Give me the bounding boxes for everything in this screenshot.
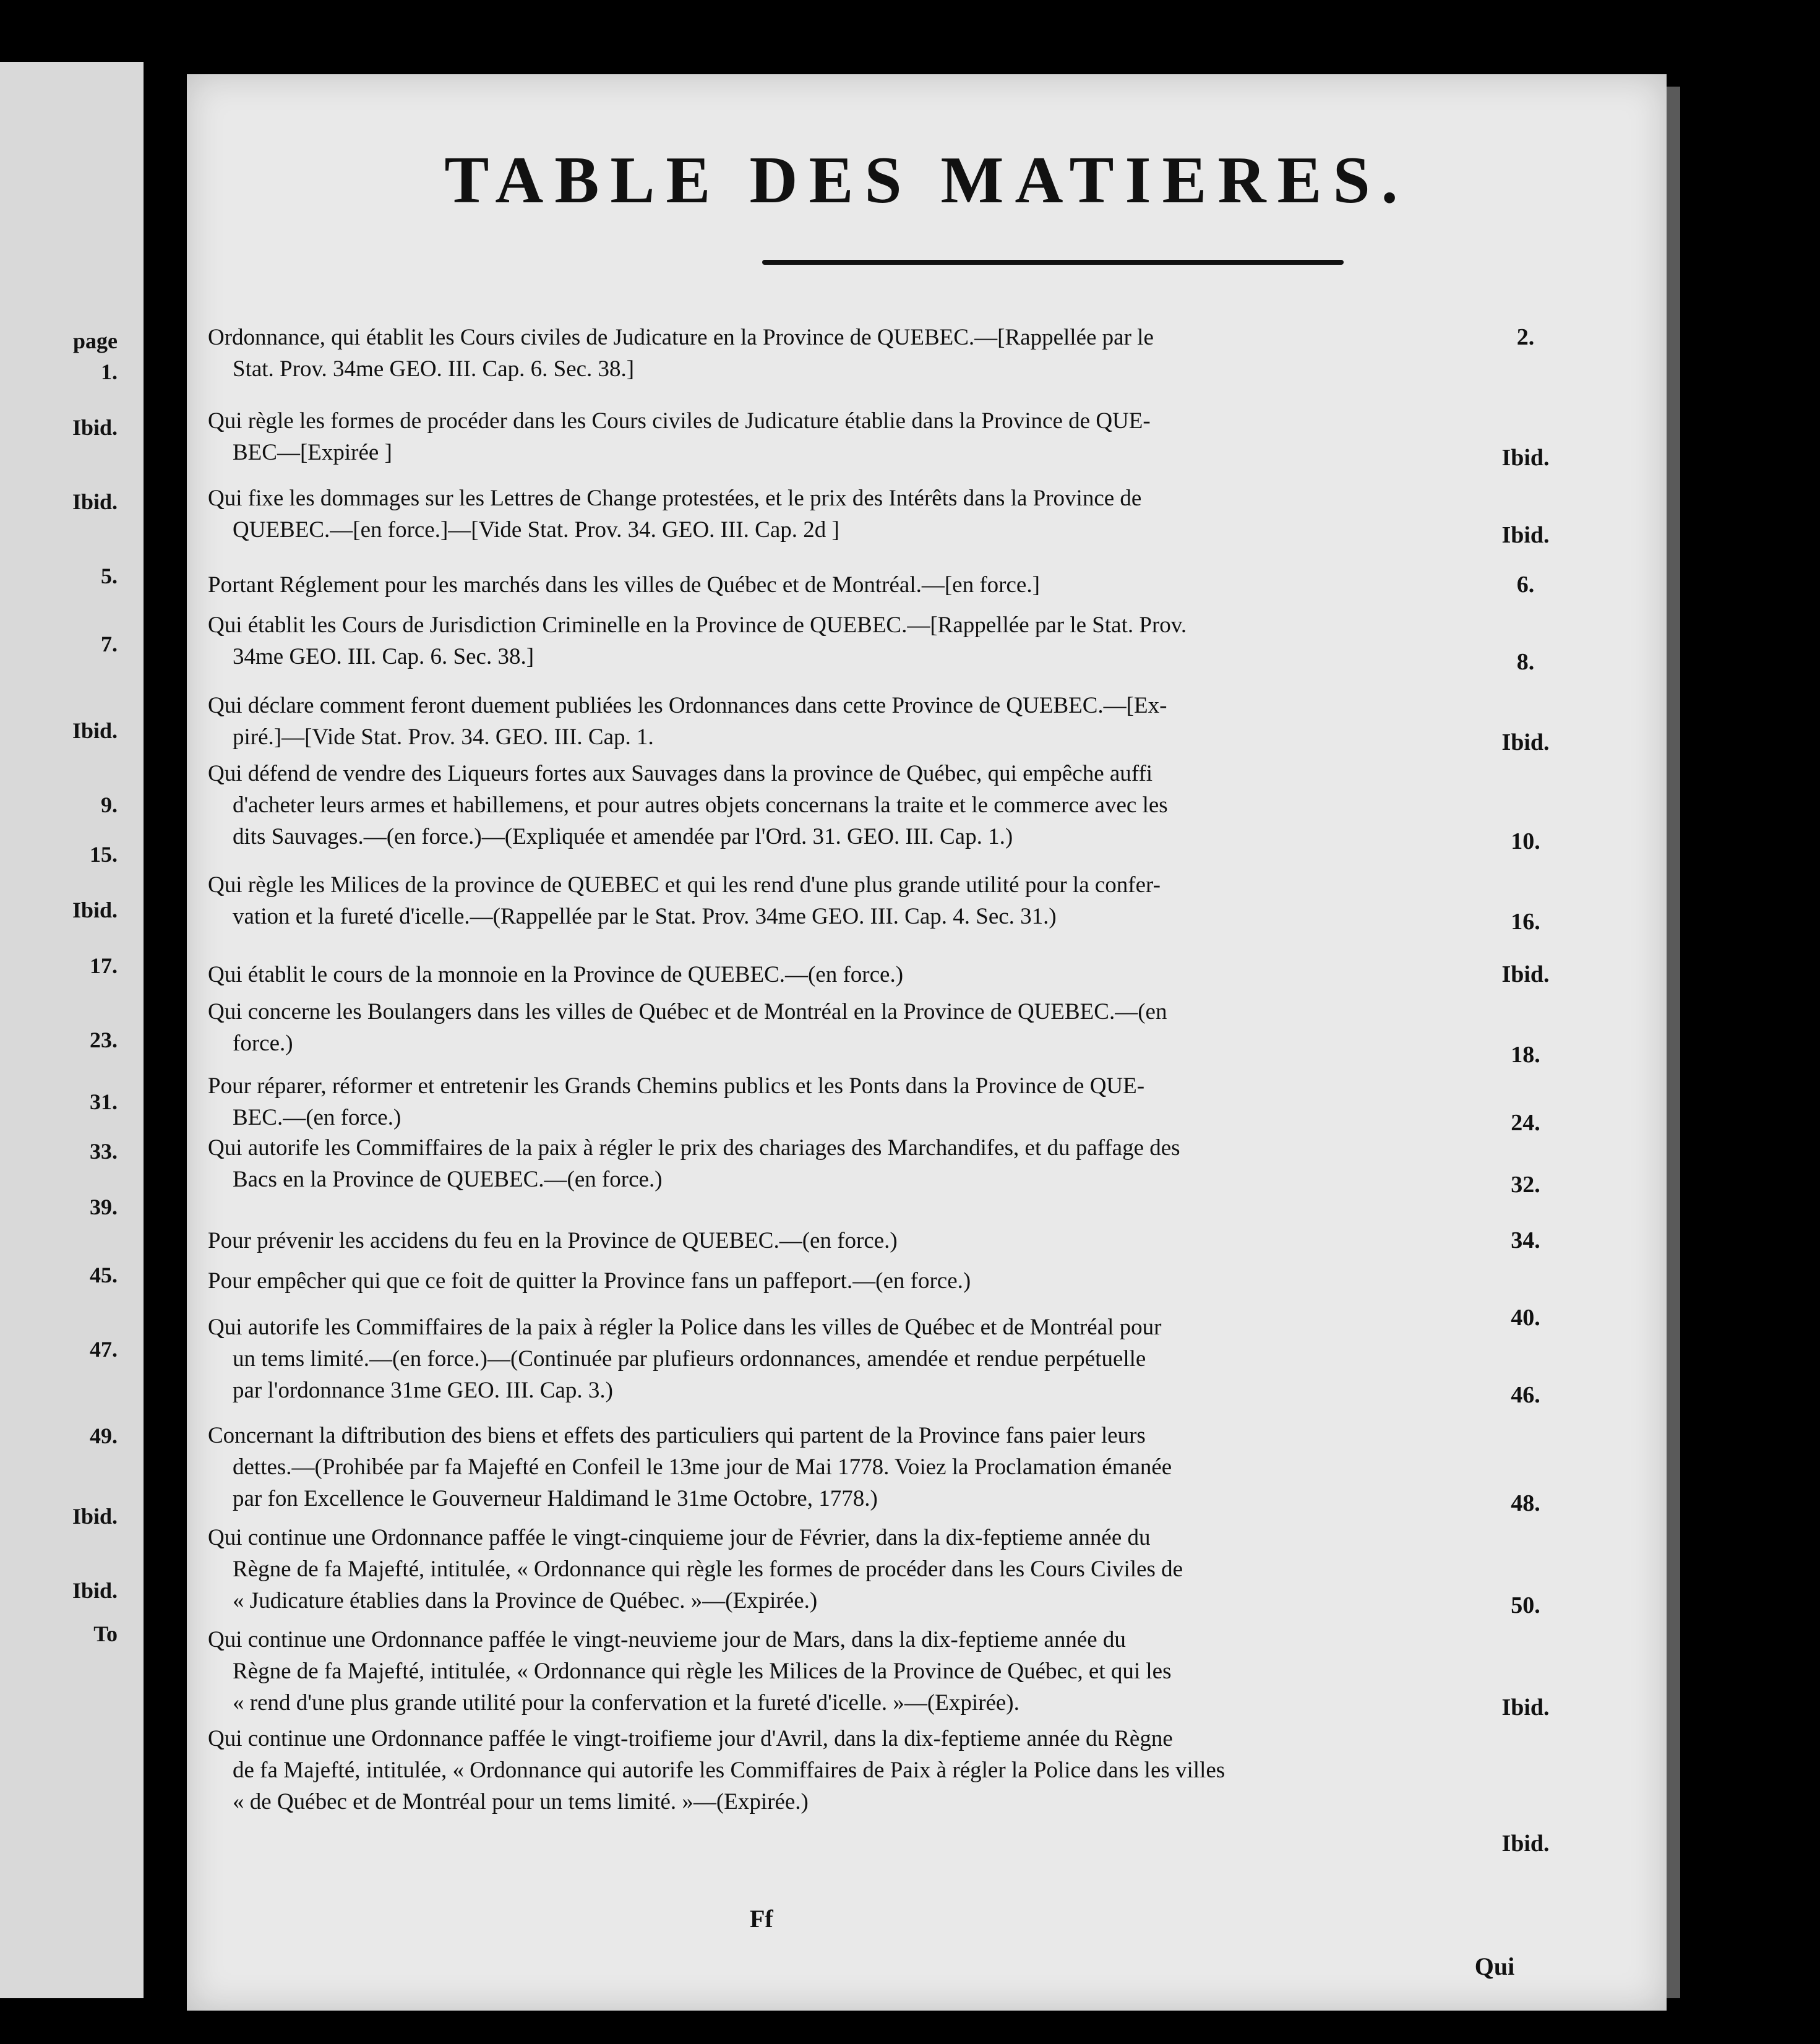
entry-line: Règne de fa Majefté, intitulée, « Ordonnance qui règle les Milices de la Province de Québec, et qui les [233, 1659, 1172, 1684]
entry-line: QUEBEC.—[en force.]—[Vide Stat. Prov. 34. GEO. III. Cap. 2d ] [233, 517, 839, 543]
toc-entry [208, 959, 1550, 990]
entry-line: « Judicature établies dans la Province de Québec. »—(Expirée.) [233, 1588, 818, 1613]
toc-entry [208, 1420, 1540, 1516]
left-page-number: Ibid. [72, 415, 118, 440]
left-page-number: Ibid. [72, 1578, 118, 1603]
entry-page-number: 34. [1511, 1227, 1540, 1253]
entry-line: Qui autorife les Commiffaires de la paix à régler le prix des chariages des Marchandifes, et du paffage des [208, 1135, 1180, 1161]
left-page-number: 33. [90, 1139, 118, 1164]
left-page-number: To [93, 1621, 118, 1646]
left-page-number: Ibid. [72, 898, 118, 922]
left-facing-page [0, 62, 144, 1998]
entry-line: Qui défend de vendre des Liqueurs fortes aux Sauvages dans la province de Québec, qui empêche auffi [208, 761, 1153, 786]
entry-page-number: 16. [1511, 909, 1540, 935]
entry-page-number: Ibid. [1501, 729, 1550, 755]
toc-entry [208, 569, 1535, 601]
entry-page-number: 2. [1516, 324, 1535, 350]
entry-line: dettes.—(Prohibée par fa Majefté en Confeil le 13me jour de Mai 1778. Voiez la Proclamation émanée [233, 1454, 1172, 1480]
left-page-number: Ibid. [72, 1504, 118, 1529]
entry-line: Pour réparer, réformer et entretenir les Grands Chemins publics et les Ponts dans la Province de QUE- [208, 1073, 1145, 1099]
entry-line: BEC—[Expirée ] [233, 440, 392, 465]
entry-line: Bacs en la Province de QUEBEC.—(en force.) [233, 1167, 663, 1192]
left-page-number: 7. [101, 632, 118, 656]
left-page-number: page [73, 328, 118, 353]
entry-page-number: Ibid. [1501, 1831, 1550, 1857]
entry-line: Qui continue une Ordonnance paffée le vingt-neuvieme jour de Mars, dans la dix-feptieme année du [208, 1627, 1126, 1652]
title-rule [762, 260, 1344, 265]
entry-line: BEC.—(en force.) [233, 1105, 401, 1130]
entry-line: Ordonnance, qui établit les Cours civiles de Judicature en la Province de QUEBEC.—[Rappellée par le [208, 325, 1154, 350]
signature-mark: Ff [750, 1905, 773, 1933]
toc-entry [208, 1624, 1550, 1720]
catchword: Qui [1474, 1952, 1515, 1980]
entry-line: Qui concerne les Boulangers dans les villes de Québec et de Montréal en la Province de QUEBEC.—(en [208, 999, 1167, 1024]
entry-line: par l'ordonnance 31me GEO. III. Cap. 3.) [233, 1378, 613, 1403]
entry-page-number: 48. [1511, 1490, 1540, 1516]
left-page-number: 15. [90, 842, 118, 867]
toc-entry [208, 1522, 1540, 1618]
entry-page-number: 50. [1511, 1592, 1540, 1618]
left-page-number: 5. [101, 564, 118, 588]
entry-line: par fon Excellence le Gouverneur Haldimand le 31me Octobre, 1778.) [233, 1486, 878, 1511]
left-page-number: 49. [90, 1424, 118, 1448]
entry-page-number: 40. [1511, 1305, 1540, 1331]
entry-line: Qui établit le cours de la monnoie en la Province de QUEBEC.—(en force.) [208, 962, 904, 987]
entry-line: Qui règle les formes de procéder dans les Cours civiles de Judicature établie dans la Province de QUE- [208, 408, 1151, 434]
left-page-number: 9. [101, 792, 118, 817]
entry-line: vation et la fureté d'icelle.—(Rappellée par le Stat. Prov. 34me GEO. III. Cap. 4. Sec. 31.) [233, 904, 1057, 929]
entry-line: Qui règle les Milices de la province de QUEBEC et qui les rend d'une plus grande utilité pour la confer- [208, 872, 1161, 898]
entry-line: Concernant la diftribution des biens et effets des particuliers qui partent de la Province fans paier leurs [208, 1423, 1146, 1448]
entry-page-number: 10. [1511, 828, 1540, 854]
entry-line: « rend d'une plus grande utilité pour la confervation et la fureté d'icelle. »—(Expirée). [233, 1690, 1019, 1716]
entry-line: Qui fixe les dommages sur les Lettres de Change protestées, et le prix des Intérêts dans la Province de [208, 486, 1142, 511]
entry-page-number: Ibid. [1501, 1694, 1550, 1720]
toc-entry [208, 758, 1540, 854]
toc-entry [208, 1225, 1540, 1256]
page-edge [1667, 87, 1680, 1998]
entry-line: Stat. Prov. 34me GEO. III. Cap. 6. Sec. 38.] [233, 356, 635, 382]
left-page-number-column [0, 62, 144, 1998]
entry-line: Qui établit les Cours de Jurisdiction Criminelle en la Province de QUEBEC.—[Rappellée par le Stat. Prov. [208, 612, 1187, 638]
entry-page-number: 18. [1511, 1042, 1540, 1068]
toc-entry [208, 483, 1550, 548]
toc-entry [208, 609, 1535, 675]
entry-line: 34me GEO. III. Cap. 6. Sec. 38.] [233, 644, 534, 669]
toc-entry [208, 869, 1540, 935]
left-page-number: 1. [101, 359, 118, 384]
entry-line: Portant Réglement pour les marchés dans les villes de Québec et de Montréal.—[en force.] [208, 572, 1040, 598]
entry-line: Qui continue une Ordonnance paffée le vingt-cinquieme jour de Février, dans la dix-feptieme année du [208, 1525, 1151, 1550]
entry-line: de fa Majefté, intitulée, « Ordonnance qui autorife les Commiffaires de Paix à régler la Police dans les villes [233, 1758, 1225, 1783]
left-page-number: 47. [90, 1337, 118, 1362]
entry-line: Qui déclare comment feront duement publiées les Ordonnances dans cette Province de QUEBEC.—[Ex- [208, 693, 1167, 718]
toc-entry [208, 996, 1540, 1068]
entry-page-number: 8. [1516, 649, 1535, 675]
entry-page-number: 24. [1511, 1110, 1540, 1136]
left-page-number: Ibid. [72, 489, 118, 514]
document-page [187, 74, 1667, 2011]
toc-entry [208, 690, 1550, 755]
entry-line: dits Sauvages.—(en force.)—(Expliquée et amendée par l'Ord. 31. GEO. III. Cap. 1.) [233, 824, 1013, 849]
toc-entry [208, 1723, 1550, 1857]
entry-page-number: 32. [1511, 1172, 1540, 1198]
entry-line: piré.]—[Vide Stat. Prov. 34. GEO. III. Cap. 1. [233, 724, 654, 750]
entry-line: un tems limité.—(en force.)—(Continuée par plufieurs ordonnances, amendée et rendue perpétuelle [233, 1346, 1146, 1372]
left-page-number: 17. [90, 953, 118, 978]
left-page-number: 39. [90, 1195, 118, 1219]
left-page-number: 23. [90, 1028, 118, 1052]
toc-entry [208, 1070, 1540, 1136]
page-title: TABLE DES MATIERES. [444, 144, 1409, 217]
entry-page-number: 6. [1516, 572, 1535, 598]
entry-line: force.) [233, 1031, 293, 1056]
entry-page-number: 46. [1511, 1382, 1540, 1408]
left-page-number: Ibid. [72, 718, 118, 743]
entry-line: Qui continue une Ordonnance paffée le vingt-troifieme jour d'Avril, dans la dix-feptieme année du Règne [208, 1726, 1173, 1751]
left-page-number: 31. [90, 1089, 118, 1114]
toc-entry [208, 1132, 1540, 1198]
entry-line: « de Québec et de Montréal pour un tems limité. »—(Expirée.) [233, 1789, 809, 1814]
entry-page-number: Ibid. [1501, 445, 1550, 471]
toc-entry [208, 322, 1535, 385]
entry-line: Pour empêcher qui que ce foit de quitter la Province fans un paffeport.—(en force.) [208, 1268, 971, 1294]
entry-line: d'acheter leurs armes et habillemens, et pour autres objets concernans la traite et le commerce avec les [233, 792, 1168, 818]
toc-entry [208, 405, 1550, 471]
entry-line: Qui autorife les Commiffaires de la paix à régler la Police dans les villes de Québec et de Montréal pour [208, 1315, 1162, 1340]
entry-line: Pour prévenir les accidens du feu en la Province de QUEBEC.—(en force.) [208, 1228, 898, 1253]
entry-page-number: Ibid. [1501, 961, 1550, 987]
left-page-number: 45. [90, 1263, 118, 1287]
entry-line: Règne de fa Majefté, intitulée, « Ordonnance qui règle les formes de procéder dans les Cours Civiles de [233, 1557, 1183, 1582]
entry-page-number: Ibid. [1501, 522, 1550, 548]
